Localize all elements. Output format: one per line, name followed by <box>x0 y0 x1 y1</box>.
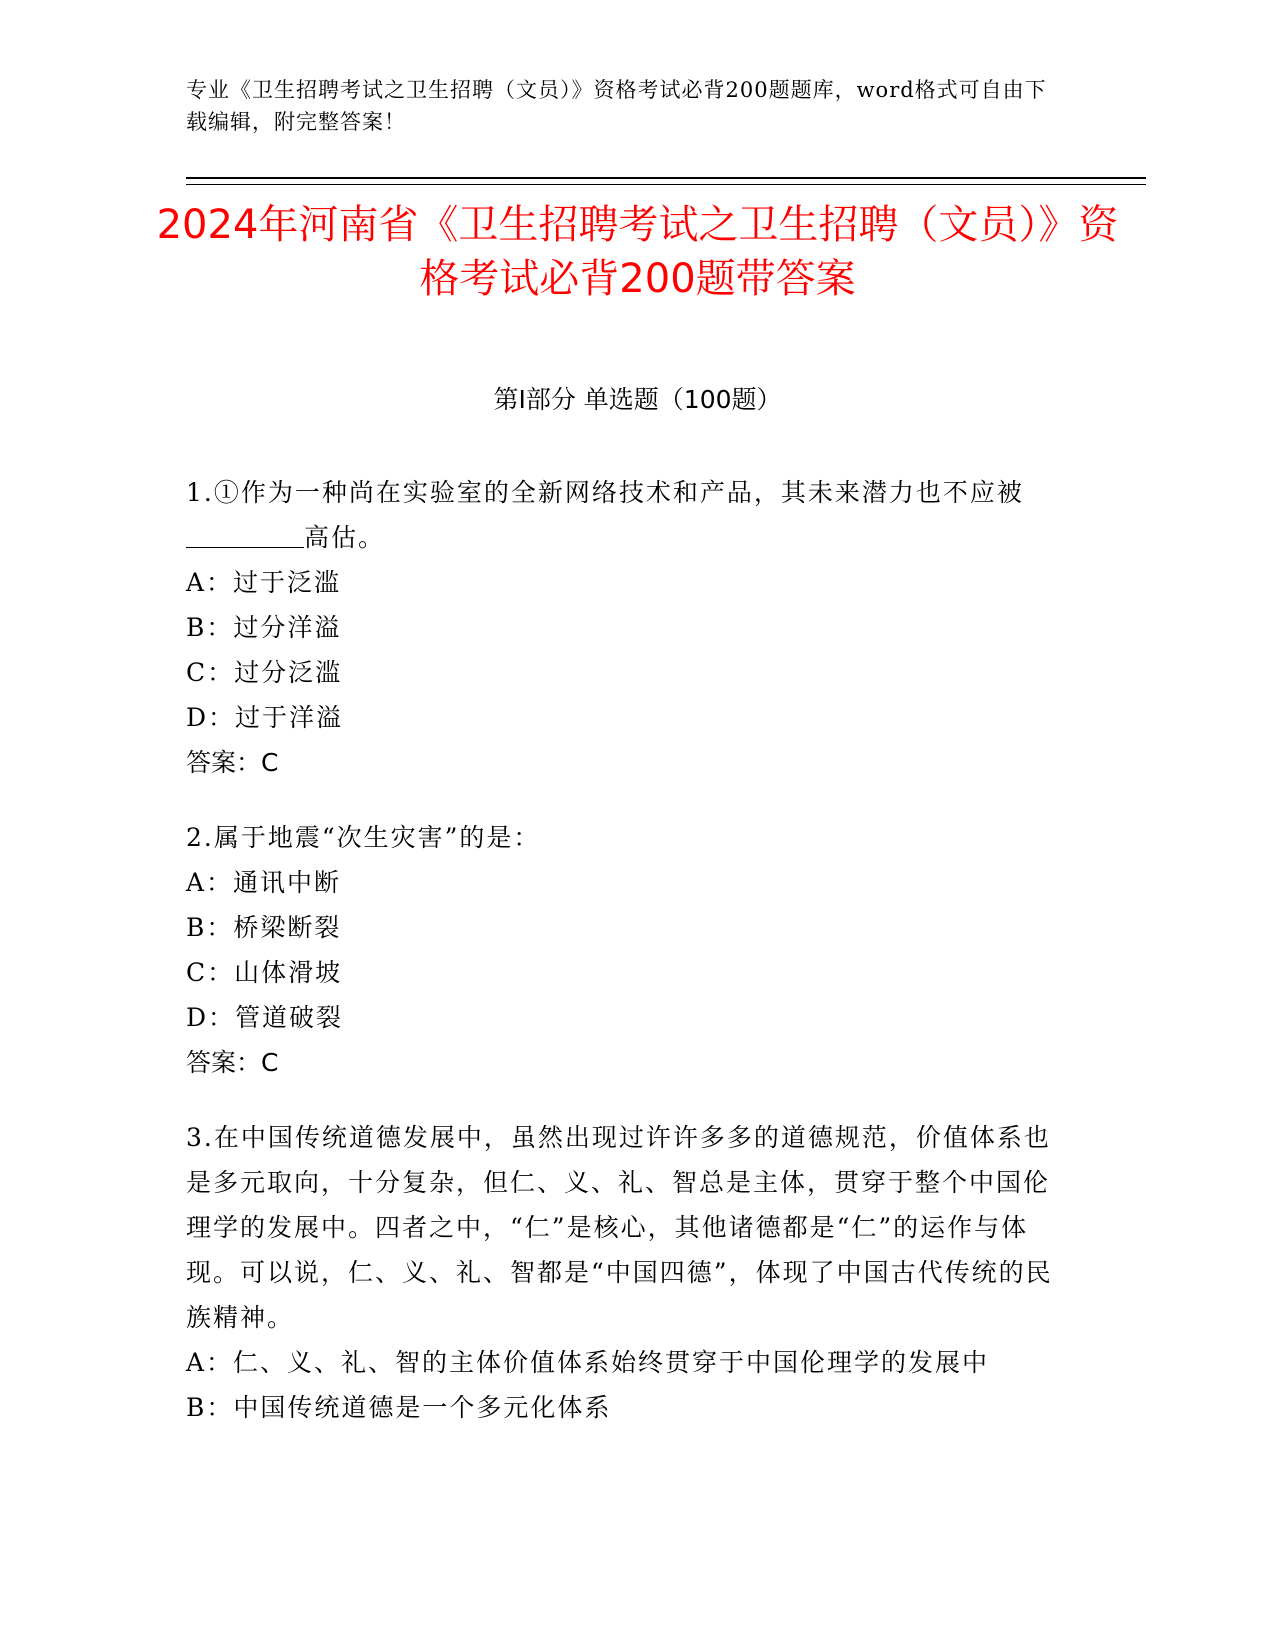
question-stem-after: 高估。 <box>304 523 386 552</box>
question-list <box>186 470 1066 1460</box>
question-stem-before: 1.①作为一种尚在实验室的全新网络技术和产品，其未来潜力也不应被 <box>186 478 1024 507</box>
question-stem: 2.属于地震“次生灾害”的是： <box>186 823 541 852</box>
answer: 答案：C <box>186 1048 279 1077</box>
fill-blank <box>186 521 304 548</box>
document-title: 2024年河南省《卫生招聘考试之卫生招聘（文员）》资格考试必背200题带答案 <box>156 202 1119 302</box>
section-title: 第I部分 单选题（100题） <box>493 385 782 414</box>
question-stem: 3.在中国传统道德发展中，虽然出现过许许多多的道德规范，价值体系也是多元取向，十分复杂，但仁、义、礼、智总是主体，贯穿于整个中国伦理学的发展中。四者之中，“仁”是核心，其他诸德都是“仁”的运作与体现。可以说，仁、义、礼、智都是“中国四德”，体现了中国古代传统的民族精神。 <box>186 1123 1053 1332</box>
question-3 <box>186 1115 1066 1430</box>
answer: 答案：C <box>186 748 279 777</box>
option-c: C：山体滑坡 <box>186 958 343 987</box>
option-a: A：通讯中断 <box>186 868 342 897</box>
question-1 <box>186 470 1066 785</box>
option-a: A：过于泛滥 <box>186 568 342 597</box>
option-a: A：仁、义、礼、智的主体价值体系始终贯穿于中国伦理学的发展中 <box>186 1348 990 1377</box>
option-d: D：管道破裂 <box>186 1003 344 1032</box>
question-2 <box>186 815 1066 1085</box>
option-b: B：中国传统道德是一个多元化体系 <box>186 1393 612 1422</box>
header-rule-thin <box>186 184 1146 185</box>
option-b: B：过分洋溢 <box>186 613 342 642</box>
option-b: B：桥梁断裂 <box>186 913 342 942</box>
header-note: 专业《卫生招聘考试之卫生招聘（文员）》资格考试必背200题题库，word格式可自由下载编辑，附完整答案！ <box>186 78 1047 134</box>
option-d: D：过于洋溢 <box>186 703 344 732</box>
option-c: C：过分泛滥 <box>186 658 343 687</box>
question-stem <box>186 470 1066 560</box>
header-rule-thick <box>186 177 1146 179</box>
